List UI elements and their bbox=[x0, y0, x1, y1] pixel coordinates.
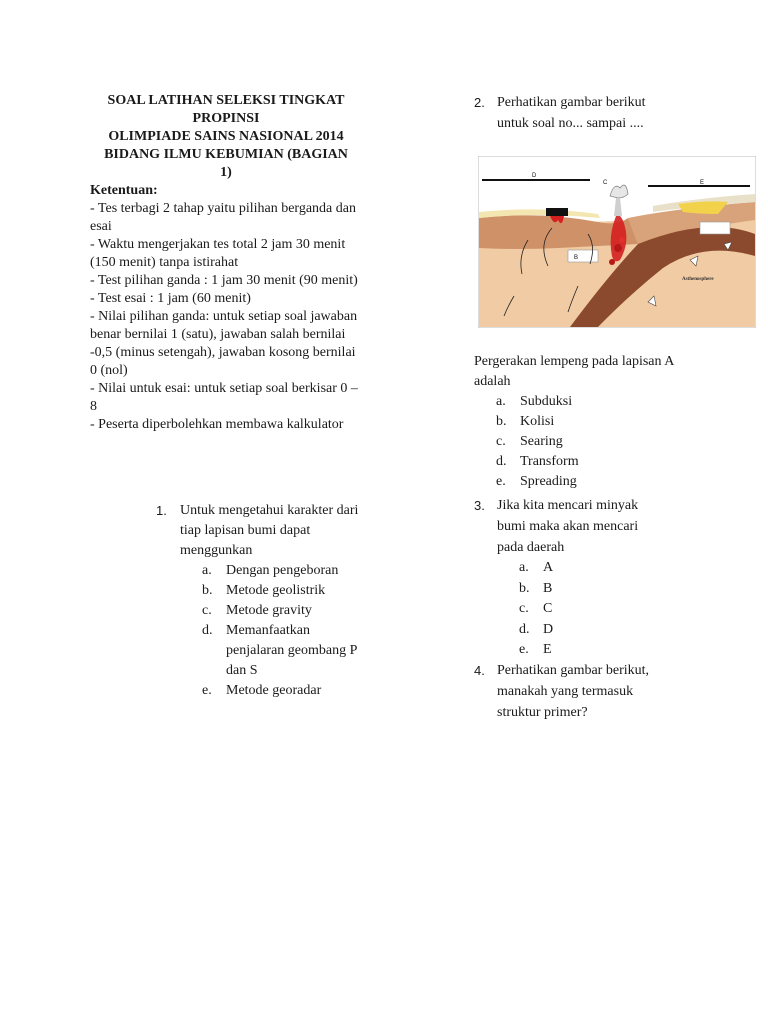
label-b: B bbox=[574, 255, 579, 261]
label-c: C bbox=[603, 180, 608, 186]
title-line-2: PROPINSI bbox=[192, 111, 260, 126]
rule-item: - Tes terbagi 2 tahap yaitu pilihan berganda dan esai bbox=[90, 201, 356, 234]
option-letter: b. bbox=[519, 580, 530, 596]
plate-tectonics-diagram bbox=[478, 156, 756, 328]
option-e[interactable] bbox=[496, 472, 704, 492]
option-text: A bbox=[543, 560, 554, 575]
option-text: Dengan pengeboran bbox=[226, 563, 339, 578]
option-letter: e. bbox=[202, 683, 212, 698]
option-text: Memanfaatkan penjalaran geombang P dan S bbox=[226, 623, 357, 678]
question-number: 2. bbox=[474, 95, 485, 110]
option-letter: a. bbox=[496, 394, 506, 409]
label-d: D bbox=[532, 173, 537, 179]
option-text: E bbox=[543, 642, 552, 657]
option-c[interactable] bbox=[496, 432, 704, 452]
option-text: C bbox=[543, 601, 553, 616]
option-letter: b. bbox=[202, 583, 213, 598]
question-3 bbox=[474, 495, 664, 661]
rule-item: - Nilai pilihan ganda: untuk setiap soal jawaban benar bernilai 1 (satu), jawaban salah bernilai -0,5 (minus setengah), jawaban kosong bernilai 0 (nol) bbox=[90, 309, 358, 378]
question-text: Perhatikan gambar berikut untuk soal no... sampai .... bbox=[497, 95, 646, 131]
label-e: E bbox=[700, 180, 705, 186]
option-c[interactable] bbox=[519, 599, 664, 620]
option-list bbox=[158, 561, 368, 701]
option-e[interactable] bbox=[202, 681, 368, 701]
option-letter: c. bbox=[519, 601, 529, 616]
rule-item: - Waktu mengerjakan tes total 2 jam 30 menit (150 menit) tanpa istirahat bbox=[90, 237, 346, 270]
option-letter: a. bbox=[202, 563, 212, 578]
option-letter: d. bbox=[519, 621, 530, 637]
rule-item: - Peserta diperbolehkan membawa kalkulator bbox=[90, 417, 344, 432]
option-letter: d. bbox=[202, 623, 213, 638]
option-text: B bbox=[543, 580, 553, 596]
option-list bbox=[474, 392, 704, 492]
option-d[interactable] bbox=[519, 620, 664, 641]
option-text: Metode georadar bbox=[226, 683, 322, 698]
option-text: Metode gravity bbox=[226, 603, 312, 618]
question-number: 3. bbox=[474, 498, 485, 513]
question-4 bbox=[474, 660, 674, 723]
option-b[interactable] bbox=[496, 412, 704, 432]
option-text: Transform bbox=[520, 454, 579, 469]
question-1 bbox=[158, 501, 368, 701]
label-asthenosphere: Asthenosphere bbox=[682, 277, 714, 282]
option-letter: b. bbox=[496, 414, 507, 429]
option-letter: c. bbox=[202, 603, 212, 618]
option-letter: e. bbox=[519, 642, 529, 657]
question-text: Jika kita mencari minyak bumi maka akan mencari pada daerah bbox=[497, 498, 639, 555]
option-letter: c. bbox=[496, 434, 506, 449]
question-prompt: Pergerakan lempeng pada lapisan A adalah bbox=[474, 354, 674, 389]
rule-item: - Nilai untuk esai: untuk setiap soal berkisar 0 – 8 bbox=[90, 381, 358, 414]
option-letter: a. bbox=[519, 560, 529, 575]
question-2 bbox=[474, 92, 674, 134]
option-letter: d. bbox=[496, 454, 507, 469]
title-line-4: BIDANG ILMU KEBUMIAN (BAGIAN bbox=[104, 147, 348, 162]
option-letter: e. bbox=[496, 474, 506, 489]
title-line-1: SOAL LATIHAN SELEKSI TINGKAT bbox=[107, 93, 345, 108]
rules-heading: Ketentuan: bbox=[90, 183, 158, 198]
question-2-body bbox=[474, 352, 704, 492]
rule-item: - Test pilihan ganda : 1 jam 30 menit (90 menit) bbox=[90, 273, 358, 288]
option-d[interactable] bbox=[496, 452, 704, 472]
option-c[interactable] bbox=[202, 601, 368, 621]
option-text: Spreading bbox=[520, 474, 577, 489]
option-text: D bbox=[543, 621, 554, 637]
option-text: Metode geolistrik bbox=[226, 583, 326, 598]
option-d[interactable] bbox=[202, 621, 368, 681]
question-number: 4. bbox=[474, 663, 485, 678]
rule-item: - Test esai : 1 jam (60 menit) bbox=[90, 291, 251, 306]
option-b[interactable] bbox=[202, 581, 368, 601]
question-text: Untuk mengetahui karakter dari tiap lapisan bumi dapat menggunkan bbox=[180, 503, 359, 558]
option-text: Kolisi bbox=[520, 414, 555, 429]
option-a[interactable] bbox=[496, 392, 704, 412]
option-b[interactable] bbox=[519, 579, 664, 600]
option-e[interactable] bbox=[519, 640, 664, 661]
page-title bbox=[90, 92, 362, 182]
question-number: 1. bbox=[156, 503, 167, 518]
option-text: Searing bbox=[520, 434, 563, 449]
option-list bbox=[474, 558, 664, 661]
question-text: Perhatikan gambar berikut, manakah yang termasuk struktur primer? bbox=[497, 663, 650, 720]
title-line-5: 1) bbox=[220, 165, 232, 180]
option-a[interactable] bbox=[519, 558, 664, 579]
left-column bbox=[90, 92, 362, 434]
option-a[interactable] bbox=[202, 561, 368, 581]
option-text: Subduksi bbox=[520, 394, 573, 409]
title-line-3: OLIMPIADE SAINS NASIONAL 2014 bbox=[108, 129, 344, 144]
